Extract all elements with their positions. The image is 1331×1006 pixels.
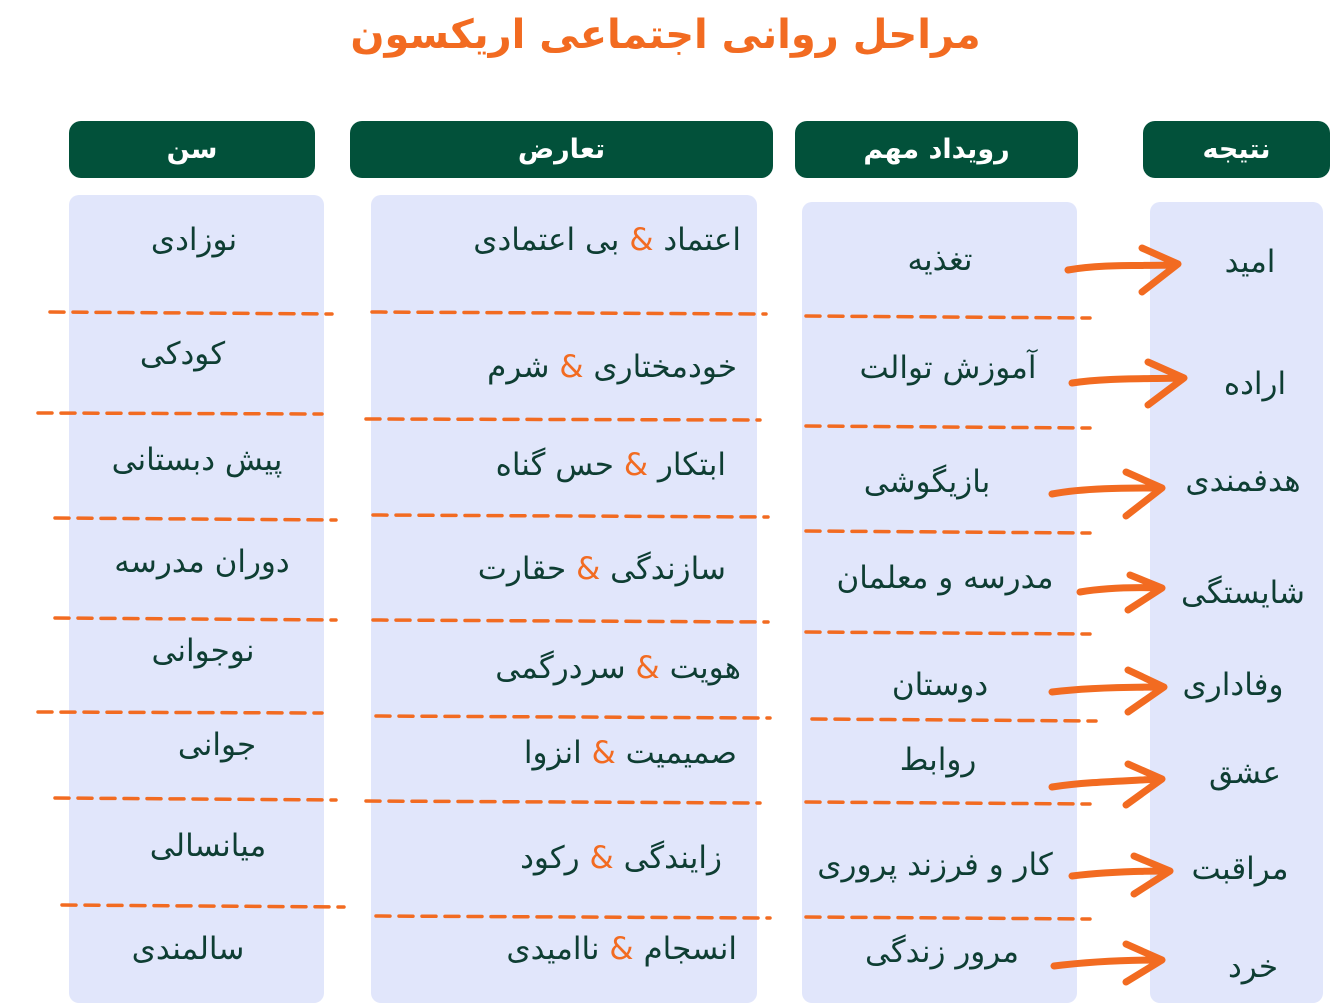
row-separator bbox=[806, 632, 1090, 634]
row-separator bbox=[373, 620, 768, 622]
row-separator bbox=[50, 312, 332, 314]
row-separator bbox=[55, 618, 336, 620]
diagram-title: مراحل روانی اجتماعی اریکسون bbox=[350, 12, 981, 58]
outcome-cell: اراده bbox=[1223, 366, 1287, 402]
age-cell: نوزادی bbox=[150, 222, 238, 258]
conflict-negative: انزوا bbox=[523, 735, 582, 771]
conflict-negative: سردرگمی bbox=[495, 650, 626, 686]
event-cell: بازیگوشی bbox=[863, 464, 991, 500]
event-cell: دوستان bbox=[891, 667, 989, 703]
row-separator bbox=[62, 905, 344, 907]
arrow-icon bbox=[1052, 764, 1162, 805]
row-separator bbox=[806, 917, 1090, 919]
age-cell: نوجوانی bbox=[151, 633, 255, 669]
arrow-icon bbox=[1068, 248, 1178, 292]
row-separator bbox=[372, 312, 766, 314]
arrow-icon bbox=[1054, 944, 1162, 982]
header-event: رویداد مهم bbox=[795, 121, 1078, 178]
ampersand: & bbox=[629, 222, 654, 258]
arrow-icon bbox=[1052, 472, 1162, 516]
age-cell: سالمندی bbox=[131, 931, 245, 967]
conflict-positive: صمیمیت bbox=[625, 735, 737, 771]
outcome-cell: شایستگی bbox=[1180, 575, 1305, 611]
row-separator bbox=[806, 531, 1090, 533]
ampersand: & bbox=[559, 349, 584, 385]
conflict-positive: زایندگی bbox=[623, 840, 722, 876]
outcome-cell: خرد bbox=[1227, 949, 1279, 985]
ampersand: & bbox=[591, 735, 616, 771]
outcome-cell: مراقبت bbox=[1191, 851, 1289, 887]
row-separator bbox=[373, 515, 768, 517]
outcome-cell: هدفمندی bbox=[1185, 463, 1301, 499]
conflict-positive: خودمختاری bbox=[593, 349, 737, 385]
event-cell: تغذیه bbox=[907, 242, 973, 278]
row-separator bbox=[806, 802, 1090, 804]
row-separator bbox=[376, 916, 770, 918]
age-cell: کودکی bbox=[139, 336, 226, 372]
event-cell: کار و فرزند پروری bbox=[817, 847, 1053, 883]
arrow-icon bbox=[1080, 575, 1162, 610]
header-conflict: تعارض bbox=[350, 121, 773, 178]
row-separator bbox=[55, 798, 336, 800]
age-cell: پیش دبستانی bbox=[111, 442, 283, 478]
event-cell: مرور زندگی bbox=[865, 934, 1019, 970]
conflict-positive: انسجام bbox=[643, 931, 737, 967]
conflict-positive: ابتکار bbox=[657, 447, 726, 483]
conflict-positive: اعتماد bbox=[663, 222, 741, 258]
row-separator bbox=[55, 518, 336, 520]
conflict-negative: ناامیدی bbox=[506, 931, 600, 967]
conflict-positive: سازندگی bbox=[610, 551, 726, 587]
row-separator bbox=[38, 712, 322, 713]
age-cell: جوانی bbox=[177, 727, 257, 763]
row-separator bbox=[806, 426, 1090, 428]
ampersand: & bbox=[576, 551, 601, 587]
row-separator bbox=[366, 419, 760, 420]
conflict-negative: حقارت bbox=[477, 551, 567, 587]
row-separator bbox=[376, 716, 770, 718]
outcome-cell: عشق bbox=[1208, 755, 1281, 791]
row-separator bbox=[812, 719, 1096, 721]
conflict-negative: حس گناه bbox=[495, 447, 614, 483]
header-age: سن bbox=[69, 121, 315, 178]
conflict-negative: بی اعتمادی bbox=[473, 222, 620, 258]
ampersand: & bbox=[635, 650, 660, 686]
outcome-cell: امید bbox=[1224, 244, 1276, 280]
event-cell: روابط bbox=[899, 742, 977, 778]
arrow-icon bbox=[1072, 362, 1184, 405]
row-separator bbox=[38, 413, 322, 414]
arrow-icon bbox=[1072, 856, 1170, 894]
age-cell: دوران مدرسه bbox=[114, 544, 290, 580]
age-cell: میانسالی bbox=[149, 828, 267, 864]
event-cell: مدرسه و معلمان bbox=[836, 560, 1054, 596]
row-separator bbox=[806, 316, 1090, 318]
outcome-cell: وفاداری bbox=[1182, 667, 1284, 703]
conflict-positive: هویت bbox=[669, 650, 741, 686]
conflict-negative: شرم bbox=[487, 349, 550, 385]
ampersand: & bbox=[609, 931, 634, 967]
ampersand: & bbox=[623, 447, 648, 483]
arrow-icon bbox=[1052, 670, 1164, 712]
header-outcome: نتیجه bbox=[1143, 121, 1330, 178]
ampersand: & bbox=[589, 840, 614, 876]
conflict-negative: رکود bbox=[520, 840, 580, 876]
row-separator bbox=[366, 801, 760, 803]
event-cell: آموزش توالت bbox=[859, 350, 1037, 386]
